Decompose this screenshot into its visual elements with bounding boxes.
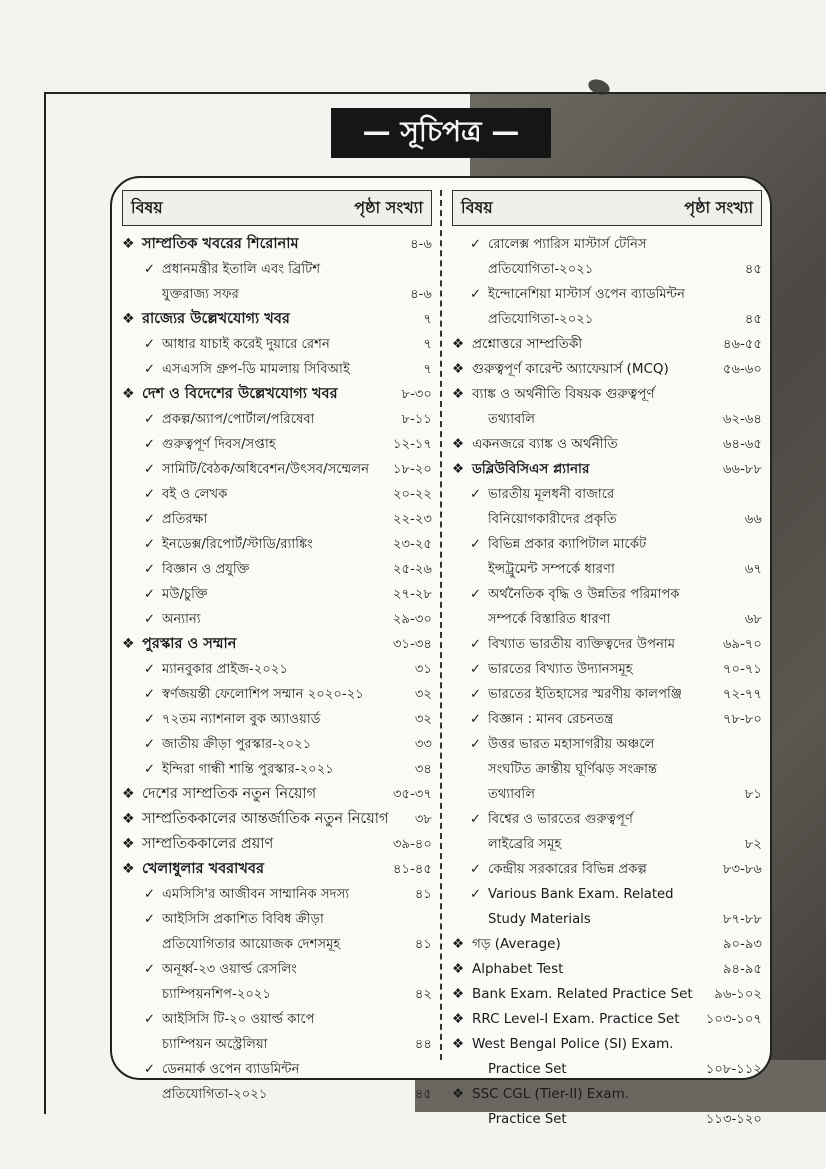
toc-entry-text: Bank Exam. Related Practice Set: [472, 986, 693, 1002]
toc-entry: [452, 282, 762, 307]
toc-entry: [122, 407, 432, 432]
toc-entry-text: মউ/চুক্তি: [162, 587, 208, 602]
toc-entry: [122, 632, 432, 657]
checkmark-icon: ✓: [470, 687, 482, 702]
toc-entry-page: ৯৬-১০২: [714, 987, 762, 1002]
checkmark-icon: ✓: [144, 412, 156, 427]
toc-entry-text: আইসিসি প্রকাশিত বিবিধ ক্রীড়া: [162, 912, 324, 927]
checkmark-icon: ✓: [470, 637, 482, 652]
left-header-page: পৃষ্ঠা সংখ্যা: [354, 197, 423, 217]
toc-entry-text: গড় (Average): [472, 936, 561, 952]
toc-entry-page: ৩২: [414, 712, 432, 727]
toc-entry-text: পুরস্কার ও সম্মান: [142, 636, 237, 652]
toc-entry-text: Alphabet Test: [472, 961, 564, 977]
toc-entry: [122, 732, 432, 757]
toc-entry: [452, 782, 762, 807]
toc-entry-page: ৪-৬: [410, 237, 432, 252]
toc-entry-page: ৩৫-৩৭: [392, 787, 432, 802]
diamond-cluster-icon: ❖: [452, 1086, 465, 1102]
toc-entry: [122, 582, 432, 607]
toc-entry: [452, 532, 762, 557]
toc-entry-page: ৫৬-৬০: [722, 362, 762, 377]
toc-entry: [452, 407, 762, 432]
toc-entry: [452, 307, 762, 332]
checkmark-icon: ✓: [144, 712, 156, 727]
toc-entry-text: দেশ ও বিদেশের উল্লেখযোগ্য খবর: [142, 386, 338, 402]
toc-entry-page: ৩২: [414, 687, 432, 702]
toc-entry: [452, 657, 762, 682]
toc-entry-text: ভারতের ইতিহাসের স্মরণীয় কালপঞ্জি: [488, 687, 683, 702]
toc-entry-text: খেলাধুলার খবরাখবর: [142, 861, 264, 877]
toc-entry-text: আইসিসি টি-২০ ওয়ার্ল্ড কাপে: [162, 1012, 315, 1027]
checkmark-icon: ✓: [144, 612, 156, 627]
toc-entry-text: আধার যাচাই করেই দুয়ারে রেশন: [162, 337, 330, 352]
toc-entry-text: সম্পর্কে বিস্তারিত ধারণা: [488, 612, 611, 627]
toc-entry: [122, 1057, 432, 1082]
left-header: [122, 190, 432, 226]
checkmark-icon: ✓: [470, 812, 482, 827]
toc-entry: [452, 482, 762, 507]
toc-entry: [452, 757, 762, 782]
diamond-cluster-icon: ❖: [452, 936, 465, 952]
toc-entry-page: ৪-৬: [410, 287, 432, 302]
toc-entry: [122, 332, 432, 357]
toc-entry: [452, 1057, 762, 1082]
toc-entry: [122, 607, 432, 632]
right-column: [452, 190, 762, 1132]
toc-entry: [452, 732, 762, 757]
diamond-cluster-icon: ❖: [452, 461, 465, 477]
toc-entry-page: ৪১: [414, 937, 432, 952]
toc-entry: [122, 657, 432, 682]
toc-entry: [452, 857, 762, 882]
toc-entry-text: বিজ্ঞান ও প্রযুক্তি: [162, 562, 250, 577]
toc-entry-page: ৬২-৬৪: [722, 412, 762, 427]
toc-entry: [452, 582, 762, 607]
toc-entry: [122, 782, 432, 807]
toc-entry: [122, 707, 432, 732]
toc-entry-text: বিনিয়োগকারীদের প্রকৃতি: [488, 512, 617, 527]
toc-entry-text: ইন্দোনেশিয়া মাস্টার্স ওপেন ব্যাডমিন্টন: [488, 287, 685, 302]
toc-entry: [122, 957, 432, 982]
toc-entry-page: ১২-১৭: [392, 437, 432, 452]
toc-entry: [122, 832, 432, 857]
toc-entry: [452, 557, 762, 582]
toc-entry: [122, 432, 432, 457]
toc-entry: [452, 332, 762, 357]
toc-entry-text: ম্যানবুকার প্রাইজ-২০২১: [162, 662, 289, 677]
toc-entry-page: ২৩-২৫: [392, 537, 432, 552]
checkmark-icon: ✓: [470, 862, 482, 877]
toc-entry-page: ৩৪: [414, 762, 432, 777]
toc-entry-page: ২৯-৩০: [392, 612, 432, 627]
toc-entry-text: ভারতীয় মূলধনী বাজারে: [488, 487, 615, 502]
toc-entry: [122, 557, 432, 582]
toc-entry-page: ৭: [423, 312, 432, 327]
checkmark-icon: ✓: [470, 662, 482, 677]
toc-entry-page: ৪৪: [414, 1037, 432, 1052]
checkmark-icon: ✓: [470, 487, 482, 502]
toc-entry-text: অনূর্ধ্ব-২৩ ওয়ার্ল্ড রেসলিং: [162, 962, 297, 977]
toc-entry-page: ৭: [423, 362, 432, 377]
page-title: — সূচিপত্র —: [331, 108, 551, 158]
toc-entry-page: ৬৪-৬৫: [722, 437, 762, 452]
toc-entry-text: চ্যাম্পিয়ন অস্ট্রেলিয়া: [162, 1037, 268, 1052]
toc-entry-page: ২০-২২: [392, 487, 432, 502]
toc-entry-page: ৮৩-৮৬: [722, 862, 762, 877]
checkmark-icon: ✓: [470, 887, 482, 902]
toc-entry: [452, 807, 762, 832]
toc-entry: [452, 507, 762, 532]
toc-entry-page: ৪৫: [744, 262, 762, 277]
toc-entry-text: তথ্যাবলি: [488, 787, 536, 802]
toc-entry-page: ৬৬-৮৮: [722, 462, 762, 477]
checkmark-icon: ✓: [470, 537, 482, 552]
toc-entry: [122, 232, 432, 257]
toc-entry-page: ১০৮-১১২: [705, 1062, 762, 1077]
toc-entry-text: এমসিসি'র আজীবন সাম্মানিক সদস্য: [162, 887, 350, 902]
diamond-cluster-icon: ❖: [452, 436, 465, 452]
diamond-cluster-icon: ❖: [452, 386, 465, 402]
toc-entry-text: প্রতিযোগিতা-২০২১: [488, 262, 594, 277]
checkmark-icon: ✓: [144, 687, 156, 702]
toc-entry: [122, 932, 432, 957]
toc-entry-page: ৪৬-৫৫: [722, 337, 762, 352]
toc-entry: [122, 282, 432, 307]
toc-entry-text: এসএসসি গ্রুপ-ডি মামলায় সিবিআই: [162, 362, 350, 377]
toc-entry: [452, 682, 762, 707]
toc-entry: [122, 257, 432, 282]
toc-entry: [452, 1107, 762, 1132]
toc-entry-text: লাইব্রেরি সমূহ: [488, 837, 562, 852]
toc-entry-page: ৮৭-৮৮: [722, 912, 762, 927]
toc-entry-text: বই ও লেখক: [162, 487, 228, 502]
checkmark-icon: ✓: [144, 962, 156, 977]
toc-entry-page: ৪৫: [414, 1087, 432, 1102]
toc-entry-text: ভারতের বিখ্যাত উদ্যানসমূহ: [488, 662, 633, 677]
checkmark-icon: ✓: [144, 462, 156, 477]
toc-entry-text: SSC CGL (Tier-II) Exam.: [472, 1086, 630, 1102]
toc-entry-text: যুক্তরাজ্য সফর: [162, 287, 239, 302]
toc-entry: [452, 607, 762, 632]
left-rows: [122, 232, 432, 1107]
toc-entry-text: অন্যান্য: [162, 612, 201, 627]
checkmark-icon: ✓: [144, 912, 156, 927]
toc-entry-page: ৩১-৩৪: [392, 637, 432, 652]
toc-entry-page: ৮-৩০: [401, 387, 432, 402]
toc-entry-text: RRC Level-I Exam. Practice Set: [472, 1011, 680, 1027]
checkmark-icon: ✓: [144, 1062, 156, 1077]
toc-entry: [452, 1082, 762, 1107]
toc-entry: [122, 757, 432, 782]
toc-entry: [452, 882, 762, 907]
diamond-cluster-icon: ❖: [452, 1011, 465, 1027]
toc-entry: [452, 457, 762, 482]
diamond-cluster-icon: ❖: [122, 236, 135, 252]
toc-entry-text: প্রতিযোগিতার আয়োজক দেশসমূহ: [162, 937, 341, 952]
checkmark-icon: ✓: [144, 337, 156, 352]
column-divider: [440, 190, 442, 1060]
toc-entry: [452, 432, 762, 457]
toc-entry-text: সাম্প্রতিককালের প্রয়াণ: [142, 836, 274, 852]
toc-entry-text: প্রতিরক্ষা: [162, 512, 208, 527]
diamond-cluster-icon: ❖: [452, 336, 465, 352]
diamond-cluster-icon: ❖: [122, 811, 135, 827]
toc-entry-page: ৩৯-৪০: [392, 837, 432, 852]
toc-entry: [122, 457, 432, 482]
toc-entry: [122, 357, 432, 382]
toc-entry-text: বিশ্বের ও ভারতের গুরুত্বপূর্ণ: [488, 812, 633, 827]
toc-entry-text: উত্তর ভারত মহাসাগরীয় অঞ্চলে: [488, 737, 655, 752]
toc-entry: [122, 382, 432, 407]
toc-entry: [122, 857, 432, 882]
checkmark-icon: ✓: [144, 537, 156, 552]
toc-entry-page: ৬৬: [744, 512, 762, 527]
toc-entry: [452, 257, 762, 282]
toc-entry: [452, 232, 762, 257]
toc-entry-text: ডেনমার্ক ওপেন ব্যাডমিন্টন: [162, 1062, 300, 1077]
toc-entry-text: সাম্প্রতিক খবরের শিরোনাম: [142, 236, 299, 252]
toc-entry-page: ৬৯-৭০: [722, 637, 762, 652]
toc-entry-page: ১৮-২০: [392, 462, 432, 477]
toc-entry-text: Study Materials: [488, 912, 591, 927]
checkmark-icon: ✓: [470, 587, 482, 602]
toc-entry-text: বিখ্যাত ভারতীয় ব্যক্তিত্বদের উপনাম: [488, 637, 676, 652]
toc-entry-page: ২৭-২৮: [392, 587, 432, 602]
toc-entry-page: ৭: [423, 337, 432, 352]
checkmark-icon: ✓: [144, 262, 156, 277]
toc-entry: [122, 1032, 432, 1057]
checkmark-icon: ✓: [144, 662, 156, 677]
diamond-cluster-icon: ❖: [452, 1036, 465, 1052]
right-rows: [452, 232, 762, 1132]
checkmark-icon: ✓: [144, 437, 156, 452]
toc-entry: [452, 932, 762, 957]
diamond-cluster-icon: ❖: [122, 636, 135, 652]
diamond-cluster-icon: ❖: [122, 311, 135, 327]
toc-entry-text: সাম্প্রতিককালের আন্তর্জাতিক নতুন নিয়োগ: [142, 811, 389, 827]
toc-entry-text: ডব্লিউবিসিএস প্ল্যানার: [472, 461, 590, 477]
toc-entry-text: প্রতিযোগিতা-২০২১: [162, 1087, 268, 1102]
toc-entry: [122, 1082, 432, 1107]
toc-entry-page: ১০৩-১০৭: [705, 1012, 762, 1027]
toc-entry-text: গুরুত্বপূর্ণ দিবস/সপ্তাহ: [162, 437, 276, 452]
checkmark-icon: ✓: [470, 287, 482, 302]
toc-entry-text: বিজ্ঞান : মানব রেচনতন্ত্র: [488, 712, 614, 727]
toc-entry-page: ৯৪-৯৫: [723, 962, 762, 977]
toc-entry: [122, 307, 432, 332]
toc-entry: [452, 1032, 762, 1057]
toc-entry-text: একনজরে ব্যাঙ্ক ও অর্থনীতি: [472, 436, 618, 452]
toc-entry-page: ৮১: [744, 787, 762, 802]
left-column: [122, 190, 432, 1107]
toc-entry-text: ইন্সট্রুমেন্ট সম্পর্কে ধারণা: [488, 562, 615, 577]
checkmark-icon: ✓: [144, 512, 156, 527]
toc-entry-text: কেন্দ্রীয় সরকারের বিভিন্ন প্রকল্প: [488, 862, 647, 877]
toc-entry-page: ৪১: [414, 887, 432, 902]
toc-entry-page: ৩৮: [414, 812, 432, 827]
toc-entry-page: ৩১: [414, 662, 432, 677]
toc-entry: [452, 632, 762, 657]
toc-entry-text: ৭২তম ন্যাশনাল বুক অ্যাওয়ার্ড: [162, 712, 321, 727]
toc-entry: [122, 682, 432, 707]
toc-entry: [122, 532, 432, 557]
checkmark-icon: ✓: [144, 562, 156, 577]
checkmark-icon: ✓: [144, 362, 156, 377]
toc-entry-page: ৮২: [744, 837, 762, 852]
toc-entry: [122, 907, 432, 932]
toc-entry: [122, 507, 432, 532]
toc-entry-page: ৭০-৭১: [722, 662, 762, 677]
toc-entry-page: ৭৮-৮০: [722, 712, 762, 727]
toc-entry-page: ৪২: [414, 987, 432, 1002]
checkmark-icon: ✓: [144, 762, 156, 777]
toc-entry-text: Practice Set: [488, 1112, 567, 1127]
toc-entry-page: ৩৩: [414, 737, 432, 752]
diamond-cluster-icon: ❖: [452, 986, 465, 1002]
toc-entry: [122, 1007, 432, 1032]
checkmark-icon: ✓: [144, 587, 156, 602]
toc-entry-text: প্রশ্নোত্তরে সাম্প্রতিকী: [472, 336, 583, 352]
diamond-cluster-icon: ❖: [122, 786, 135, 802]
toc-entry: [452, 1007, 762, 1032]
toc-entry: [452, 382, 762, 407]
diamond-cluster-icon: ❖: [122, 386, 135, 402]
toc-entry-page: ৬৭: [744, 562, 762, 577]
toc-entry: [122, 807, 432, 832]
checkmark-icon: ✓: [144, 737, 156, 752]
toc-entry-text: Various Bank Exam. Related: [488, 887, 674, 902]
toc-entry-text: সংঘটিত ক্রান্তীয় ঘূর্ণিঝড় সংক্রান্ত: [488, 762, 658, 777]
diamond-cluster-icon: ❖: [452, 361, 465, 377]
checkmark-icon: ✓: [144, 1012, 156, 1027]
toc-entry-text: রোলেক্স প্যারিস মাস্টার্স টেনিস: [488, 237, 647, 252]
toc-entry-page: ৪১-৪৫: [393, 862, 432, 877]
toc-entry: [122, 982, 432, 1007]
toc-entry-page: ৭২-৭৭: [722, 687, 762, 702]
toc-entry-text: ইনডেক্স/রিপোর্ট/স্টাডি/র‍্যাঙ্কিং: [162, 537, 313, 552]
toc-entry: [452, 357, 762, 382]
toc-entry: [452, 707, 762, 732]
toc-entry-page: ২২-২৩: [392, 512, 432, 527]
toc-entry-text: রাজ্যের উল্লেখযোগ্য খবর: [142, 311, 290, 327]
toc-entry-page: ৯০-৯৩: [722, 937, 762, 952]
toc-entry: [452, 957, 762, 982]
toc-entry-text: বিভিন্ন প্রকার ক্যাপিটাল মার্কেট: [488, 537, 647, 552]
toc-entry-page: ৮-১১: [401, 412, 432, 427]
toc-entry: [122, 882, 432, 907]
toc-entry-text: জাতীয় ক্রীড়া পুরস্কার-২০২১: [162, 737, 312, 752]
left-header-subject: বিষয়: [131, 197, 163, 217]
toc-entry: [452, 907, 762, 932]
toc-entry: [452, 982, 762, 1007]
toc-entry-text: তথ্যাবলি: [488, 412, 536, 427]
toc-entry: [122, 482, 432, 507]
toc-entry: [452, 832, 762, 857]
toc-entry-text: দেশের সাম্প্রতিক নতুন নিয়োগ: [142, 786, 317, 802]
diamond-cluster-icon: ❖: [122, 836, 135, 852]
right-header-page: পৃষ্ঠা সংখ্যা: [684, 197, 753, 217]
toc-entry-text: চ্যাম্পিয়নশিপ-২০২১: [162, 987, 272, 1002]
toc-entry-page: ৬৮: [744, 612, 762, 627]
checkmark-icon: ✓: [470, 712, 482, 727]
diamond-cluster-icon: ❖: [452, 961, 465, 977]
toc-entry-text: Practice Set: [488, 1062, 567, 1077]
diamond-cluster-icon: ❖: [122, 861, 135, 877]
toc-entry-text: ইন্দিরা গান্ধী শান্তি পুরস্কার-২০২১: [162, 762, 334, 777]
checkmark-icon: ✓: [144, 487, 156, 502]
right-header: [452, 190, 762, 226]
checkmark-icon: ✓: [470, 737, 482, 752]
toc-entry-page: ৪৫: [744, 312, 762, 327]
checkmark-icon: ✓: [144, 887, 156, 902]
right-header-subject: বিষয়: [461, 197, 493, 217]
toc-entry-text: ব্যাঙ্ক ও অর্থনীতি বিষয়ক গুরুত্বপূর্ণ: [472, 386, 655, 402]
toc-entry-page: ১১৩-১২০: [705, 1112, 762, 1127]
toc-entry-text: স্বর্ণজয়ন্তী ফেলোশিপ সম্মান ২০২০-২১: [162, 687, 364, 702]
toc-entry-text: প্রধানমন্ত্রীর ইতালি এবং ব্রিটিশ: [162, 262, 321, 277]
toc-entry-text: West Bengal Police (SI) Exam.: [472, 1036, 674, 1052]
toc-entry-text: গুরুত্বপূর্ণ কারেন্ট অ্যাফেয়ার্স (MCQ): [472, 361, 669, 377]
toc-entry-text: সামিটি/বৈঠক/অধিবেশন/উৎসব/সম্মেলন: [162, 462, 370, 477]
checkmark-icon: ✓: [470, 237, 482, 252]
toc-entry-text: অর্থনৈতিক বৃদ্ধি ও উন্নতির পরিমাপক: [488, 587, 680, 602]
toc-entry-page: ২৫-২৬: [392, 562, 432, 577]
toc-entry-text: প্রতিযোগিতা-২০২১: [488, 312, 594, 327]
toc-entry-text: প্রকল্প/অ্যাপ/পোর্টাল/পরিষেবা: [162, 412, 315, 427]
